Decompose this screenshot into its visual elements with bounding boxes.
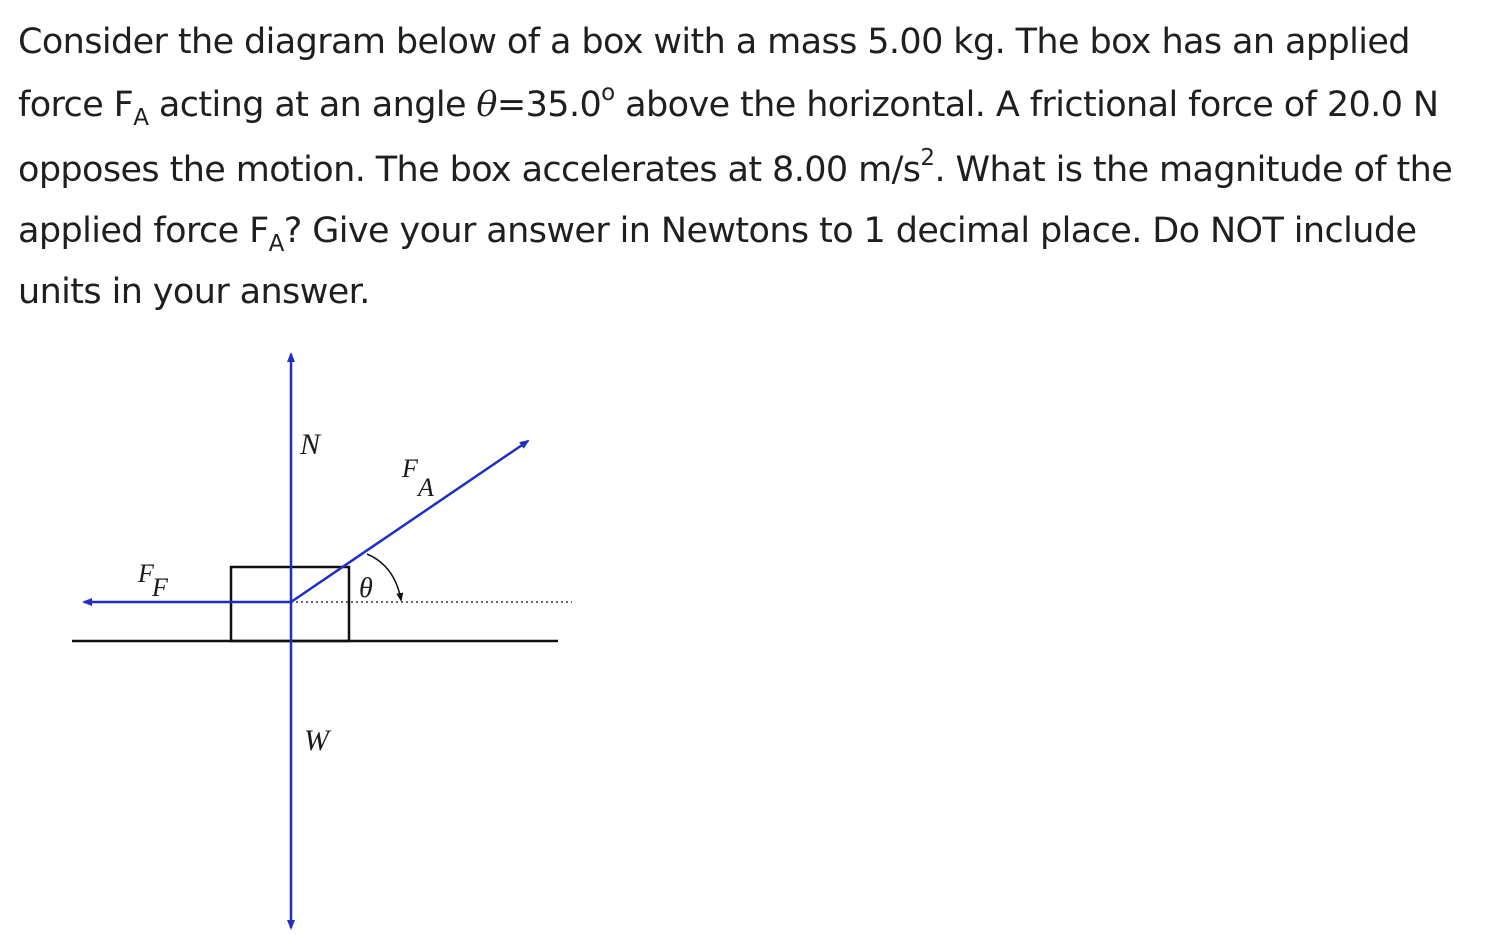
text-segment: opposes the motion. The box accelerates at 8.00 m/s <box>18 150 921 190</box>
friction-label-subscript: F <box>152 573 168 602</box>
subscript-a: A <box>268 231 284 257</box>
degree-superscript: o <box>601 80 615 106</box>
text-segment: force F <box>18 85 134 125</box>
text-segment: above the horizontal. A frictional force of 20.0 N <box>614 85 1439 125</box>
question-line-1: Consider the diagram below of a box with a mass 5.00 kg. The box has an applied <box>18 22 1410 62</box>
normal-label: N <box>300 428 321 461</box>
applied-label: F <box>402 454 418 483</box>
squared-superscript: 2 <box>920 145 935 171</box>
applied-label-subscript: A <box>418 473 434 502</box>
theta-symbol: θ <box>476 85 497 125</box>
text-segment: . What is the magnitude of the <box>934 150 1453 190</box>
angle-value: =35.0 <box>496 85 602 125</box>
question-line-5: units in your answer. <box>18 272 370 312</box>
subscript-a: A <box>133 105 149 131</box>
text-segment: applied force F <box>18 211 269 251</box>
angle-label: θ <box>359 573 373 604</box>
friction-label: F <box>138 559 154 588</box>
weight-label: W <box>304 724 329 757</box>
text-segment: ? Give your answer in Newtons to 1 decimal place. Do NOT include <box>283 211 1417 251</box>
text-segment: acting at an angle <box>148 85 477 125</box>
